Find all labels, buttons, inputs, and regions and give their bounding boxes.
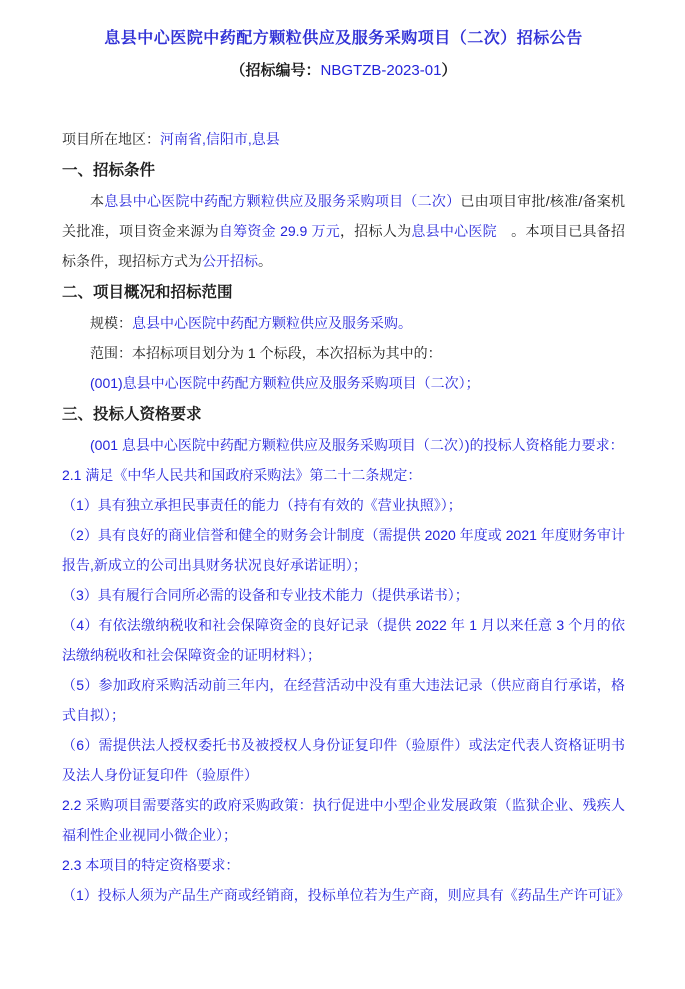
static-text: 范围：本招标项目划分为 1 个标段，本次招标为其中的： — [90, 345, 442, 361]
field-value-text: （1）投标人须为产品生产商或经销商，投标单位若为生产商，则应具有《药品生产许可证》 — [62, 887, 630, 903]
heading-section-3 — [62, 400, 625, 430]
tender-number-close: ） — [441, 62, 457, 79]
paragraph-location — [62, 124, 625, 154]
static-text: 规模： — [90, 315, 132, 331]
field-value-text: 息县中心医院 — [411, 223, 497, 239]
paragraph-clause-2-1-item-1 — [62, 490, 625, 520]
static-text: 。 — [258, 253, 272, 269]
static-text: 项目所在地区： — [62, 131, 160, 147]
paragraph-clause-2-3-item-1 — [62, 880, 630, 910]
heading-section-1 — [62, 156, 625, 186]
paragraph-scope — [62, 338, 625, 368]
field-value-text: 息县中心医院中药配方颗粒供应及服务采购项目（二次） — [104, 193, 461, 209]
doc-title: 息县中心医院中药配方颗粒供应及服务采购项目（二次）招标公告 — [104, 30, 583, 47]
paragraph-clause-2-1-item-6 — [62, 730, 625, 790]
paragraph-lot-001 — [62, 368, 625, 398]
field-value-text: (001)息县中心医院中药配方颗粒供应及服务采购项目（二次）； — [90, 375, 480, 391]
tender-number-label: （招标编号： — [230, 62, 321, 79]
field-value-text: 2.3 本项目的特定资格要求： — [62, 857, 240, 873]
static-text: 。本项目已具备招标条件，现招标方式为 — [62, 223, 626, 269]
paragraph-clause-2-1-item-2 — [62, 520, 625, 580]
paragraph-clause-2-2 — [62, 790, 625, 850]
paragraph-section-1-body — [62, 186, 625, 276]
field-value-text: 息县中心医院中药配方颗粒供应及服务采购。 — [132, 315, 412, 331]
field-value-text: (001 息县中心医院中药配方颗粒供应及服务采购项目（二次）)的投标人资格能力要求： — [90, 437, 624, 453]
static-text: 二、项目概况和招标范围 — [62, 284, 233, 301]
static-text: 一、招标条件 — [62, 162, 156, 179]
field-value-text: 公开招标 — [202, 253, 258, 269]
paragraph-clause-2-1-item-4 — [62, 610, 625, 670]
field-value-text: （6）需提供法人授权委托书及被授权人身份证复印件（验原件）或法定代表人资格证明书及法人身份证复印件（验原件） — [62, 737, 625, 783]
paragraph-clause-2-1 — [62, 460, 625, 490]
paragraph-scale — [62, 308, 625, 338]
paragraph-clause-2-1-item-3 — [62, 580, 625, 610]
field-value-text: 河南省,信阳市,息县 — [160, 131, 280, 147]
field-value-text: （1）具有独立承担民事责任的能力（持有有效的《营业执照》）； — [62, 497, 462, 513]
static-text: 本 — [90, 193, 105, 209]
field-value-text: 2.2 采购项目需要落实的政府采购政策：执行促进中小型企业发展政策（监狱企业、残疾人福利性企业视同小微企业）； — [62, 797, 625, 843]
static-text: 三、投标人资格要求 — [62, 406, 202, 423]
field-value-text: （3）具有履行合同所必需的设备和专业技术能力（提供承诺书）； — [62, 587, 469, 603]
field-value-text: （2）具有良好的商业信誉和健全的财务会计制度（需提供 2020 年度或 2021 年度财务审计报告,新成立的公司出具财务状况良好承诺证明）； — [62, 527, 625, 573]
paragraph-clause-2-3 — [62, 850, 625, 880]
static-text: 已由项目审批/核准/备案机关批准，项目资金来源为 — [62, 193, 626, 239]
heading-section-2 — [62, 278, 625, 308]
static-text: ，招标人为 — [340, 223, 412, 239]
field-value-text: （4）有依法缴纳税收和社会保障资金的良好记录（提供 2022 年 1 月以来任意 3 个月的依法缴纳税收和社会保障资金的证明材料）； — [62, 617, 625, 663]
field-value-text: 2.1 满足《中华人民共和国政府采购法》第二十二条规定： — [62, 467, 422, 483]
paragraph-qualification-intro — [62, 430, 625, 460]
tender-number: NBGTZB-2023-01 — [320, 62, 442, 79]
field-value-text: 自筹资金 29.9 万元 — [218, 223, 341, 239]
paragraph-clause-2-1-item-5 — [62, 670, 625, 730]
field-value-text: （5）参加政府采购活动前三年内，在经营活动中没有重大违法记录（供应商自行承诺，格式自拟）； — [62, 677, 625, 723]
doc-subtitle — [62, 60, 625, 82]
